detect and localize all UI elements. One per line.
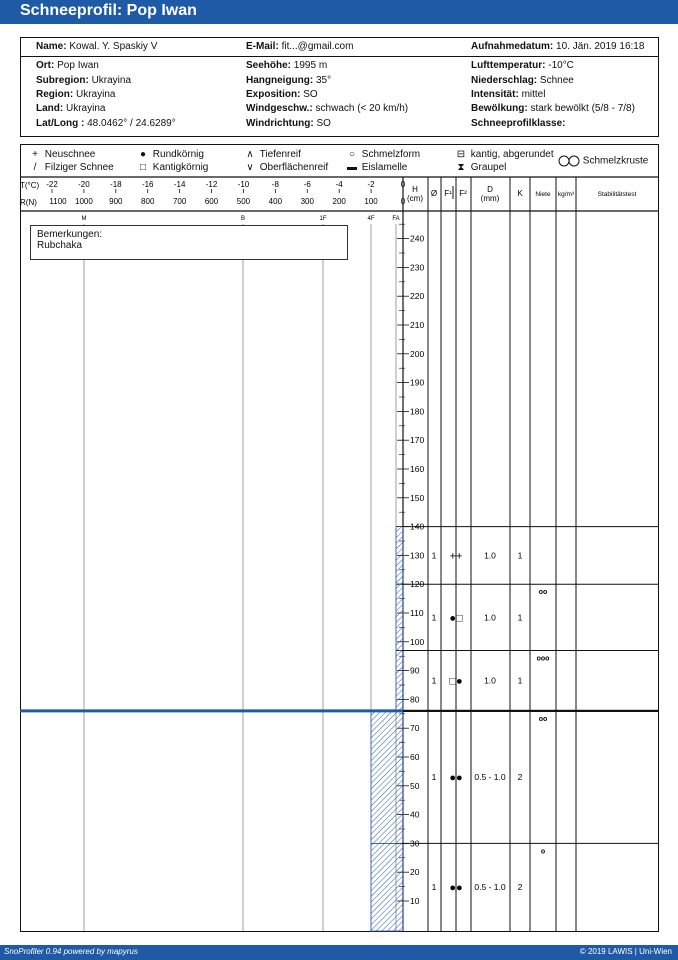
legend-eislamelle-label: Eislamelle [361, 162, 408, 173]
date-label: Aufnahmedatum: [471, 41, 554, 52]
niederschlag-label: Niederschlag: [471, 75, 538, 86]
legend-tiefenreif-label: Tiefenreif [259, 149, 301, 160]
info-box [20, 37, 659, 137]
land-value: Ukrayina [66, 103, 106, 114]
temp-tick-label: 0 [400, 180, 406, 189]
open-circle-icon: ○ [348, 149, 356, 160]
h-tick-label: 90 [410, 665, 420, 676]
legend-filziger [28, 162, 114, 173]
bewoelkung-value: stark bewölkt (5/8 - 7/8) [530, 103, 635, 114]
h-tick-label: 60 [410, 752, 420, 762]
r-tick-label: 400 [268, 197, 283, 206]
legend-rundkoernig [136, 149, 204, 160]
legend-schmelzkruste-label: Schmelzkruste [582, 155, 649, 167]
temp-tick-label: -4 [335, 180, 343, 189]
info-row-6 [21, 118, 658, 132]
temp-tick-label: -8 [271, 180, 279, 189]
stab-label: Stabilitätstest [597, 191, 637, 198]
r-tick-label: 300 [300, 197, 314, 206]
region-value: Ukrayina [76, 89, 116, 100]
bewoelkung-label: Bewölkung: [471, 103, 528, 114]
h-tick-label: 110 [410, 608, 424, 618]
name-value: Kowal. Y. Spaskiy V [69, 41, 158, 52]
layer-niete-value: o [540, 848, 546, 856]
r-tick-label: 100 [364, 197, 378, 206]
r-tick-label: 900 [109, 197, 123, 206]
email-label: E-Mail: [246, 41, 279, 52]
double-circle-icon [558, 155, 580, 167]
temp-tick-label: -10 [237, 180, 250, 189]
d-unit: (mm) [480, 194, 500, 203]
layer-d-value: 0.5 - 1.0 [474, 882, 506, 893]
h-tick-label: 140 [410, 521, 425, 532]
h-tick-label: 130 [410, 550, 425, 561]
h-tick-label: 190 [410, 377, 425, 388]
seehoehe-label: Seehöhe: [246, 60, 292, 71]
legend-rundkoernig-label: Rundkörnig [152, 149, 204, 160]
r-tick-label: 1000 [75, 197, 93, 206]
h-tick-label: 10 [410, 896, 420, 906]
h-tick-label: 240 [410, 233, 425, 244]
layer-o-value: 1 [431, 550, 437, 561]
r-axis-label: R(N) [20, 198, 37, 207]
intensitaet-label: Intensität: [471, 89, 519, 100]
name-label: Name: [36, 41, 67, 52]
r-tick-label: 0 [400, 197, 406, 206]
layer-o-value: 1 [431, 772, 437, 783]
temp-tick-label: -20 [78, 180, 90, 189]
legend-neuschnee-label: Neuschnee [44, 149, 96, 160]
k-label: K [517, 189, 523, 198]
profile-box [20, 144, 659, 932]
layer-o-value: 1 [431, 612, 437, 623]
d-label: D [487, 185, 493, 194]
square-icon: □ [139, 162, 147, 173]
layer-grain-symbols: ++ [449, 550, 463, 563]
windrichtung-value: SO [316, 118, 331, 129]
page-title: Schneeprofil: Pop Iwan [20, 2, 197, 19]
temp-tick-label: -16 [141, 180, 154, 189]
hand-tick-label: B [240, 216, 246, 222]
temp-tick-label: -14 [173, 180, 186, 189]
lufttemp-value: -10°C [548, 60, 574, 71]
h-tick-label: 40 [410, 809, 420, 820]
temp-tick-label: -6 [303, 180, 311, 189]
h-tick-label: 170 [410, 435, 425, 446]
footer-right: © 2019 LAWIS | Uni-Wien [579, 947, 672, 956]
temp-tick-label: -18 [110, 180, 122, 189]
layer-d-value: 1.0 [484, 612, 496, 623]
info-row-5 [21, 103, 658, 117]
temp-tick-label: -12 [205, 180, 218, 189]
h-tick-label: 180 [410, 406, 425, 417]
caret-up-icon: ∧ [246, 149, 254, 160]
t-axis-label: T(°C) [20, 181, 40, 190]
footer-bar [0, 945, 678, 960]
layer-grain-symbols: ●● [449, 882, 463, 895]
info-row-4 [21, 89, 658, 103]
klasse-label: Schneeprofilklasse: [471, 118, 566, 129]
o-label: Ø [430, 189, 438, 198]
hangneigung-value: 35° [316, 75, 332, 86]
h-unit: (cm) [407, 194, 423, 203]
r-tick-label: 600 [204, 197, 219, 206]
legend-kantigkoernig [136, 162, 208, 173]
h-tick-label: 120 [410, 579, 425, 590]
layer-k-value: 2 [517, 772, 523, 783]
subregion-value: Ukrayina [91, 75, 132, 86]
niederschlag-value: Schnee [539, 75, 574, 86]
legend-kantig-abgerundet [454, 149, 554, 160]
f2-label: F² [459, 189, 467, 198]
legend-graupel [454, 162, 506, 173]
layer-grain-symbols: ●● [449, 772, 463, 785]
r-tick-label: 700 [172, 197, 187, 206]
h-tick-label: 230 [410, 262, 425, 273]
email-value: fit...@gmail.com [281, 41, 354, 52]
h-tick-label: 20 [410, 867, 420, 878]
region-label: Region: [36, 89, 74, 100]
layer-niete-value: ooo [536, 655, 550, 663]
exposition-label: Exposition: [246, 89, 301, 100]
legend-eislamelle [345, 162, 407, 173]
layer-k-value: 1 [517, 550, 523, 561]
h-tick-label: 220 [410, 291, 425, 302]
h-tick-label: 80 [410, 694, 420, 705]
h-label: H [412, 185, 418, 194]
f1-label: F¹ [444, 189, 452, 198]
h-tick-label: 150 [410, 492, 425, 503]
legend-schmelzkruste [558, 155, 648, 167]
ort-value: Pop Iwan [57, 60, 99, 71]
layer-o-value: 1 [431, 675, 437, 686]
legend-schmelzform-label: Schmelzform [361, 149, 421, 160]
plus-icon: + [32, 149, 38, 160]
hourglass-icon: ⧗ [457, 162, 465, 173]
footer-left: SnoProfiler 0.94 powered by mapyrus [4, 947, 138, 956]
hand-tick-label: 4F [367, 216, 375, 222]
h-tick-label: 200 [410, 348, 425, 359]
remarks-box [30, 225, 348, 260]
layer-grain-symbols: □● [449, 675, 463, 688]
legend-kantig-abgerundet-label: kantig, abgerundet [470, 149, 554, 160]
windgeschw-value: schwach (< 20 km/h) [315, 103, 409, 114]
info-divider [21, 56, 658, 57]
legend-graupel-label: Graupel [470, 162, 507, 173]
layer-d-value: 1.0 [484, 550, 496, 561]
h-tick-label: 50 [410, 780, 420, 791]
layer-niete-value: oo [538, 715, 548, 723]
intensitaet-value: mittel [521, 89, 546, 100]
legend-tiefenreif [243, 149, 301, 160]
layer-k-value: 1 [517, 675, 523, 686]
windgeschw-label: Windgeschw.: [246, 103, 313, 114]
caret-down-icon: ∨ [246, 162, 254, 173]
legend-neuschnee [28, 149, 95, 160]
temp-tick-label: -2 [367, 180, 375, 189]
legend-schmelzform [345, 149, 420, 160]
title-bar [0, 0, 678, 24]
h-tick-label: 70 [410, 723, 420, 734]
layer-k-value: 1 [517, 612, 523, 623]
layer-d-value: 1.0 [484, 675, 496, 686]
slash-icon: / [33, 162, 37, 173]
legend-filziger-label: Filziger Schnee [44, 162, 114, 173]
bar-icon: ▬ [347, 162, 357, 173]
layer-k-value: 2 [517, 882, 523, 893]
land-label: Land: [36, 103, 64, 114]
hand-tick-label: M [81, 216, 87, 222]
r-tick-label: 800 [141, 197, 155, 206]
exposition-value: SO [303, 89, 318, 100]
info-row-2 [21, 60, 658, 74]
layer-niete-value: oo [538, 589, 548, 597]
latlong-label: Lat/Long : [36, 118, 85, 129]
legend-oberflaechenreif [243, 162, 328, 173]
windrichtung-label: Windrichtung: [246, 118, 314, 129]
layer-d-value: 0.5 - 1.0 [474, 772, 506, 783]
temp-tick-label: -22 [46, 180, 58, 189]
layer-grain-symbols: ●□ [449, 612, 463, 625]
filled-circle-icon: ● [139, 149, 147, 160]
legend-oberflaechenreif-label: Oberflächenreif [259, 162, 329, 173]
r-tick-label: 200 [332, 197, 346, 206]
r-tick-label: 500 [236, 197, 251, 206]
layer-o-value: 1 [431, 882, 437, 893]
niete-label: Niete [535, 191, 551, 198]
ort-label: Ort: [36, 60, 55, 71]
info-row-3 [21, 75, 658, 89]
info-row-1 [21, 41, 658, 55]
h-tick-label: 210 [410, 320, 425, 330]
h-tick-label: 30 [410, 838, 420, 849]
date-value: 10. Jän. 2019 16:18 [556, 41, 645, 52]
rounded-square-icon: ⊟ [456, 149, 466, 160]
remarks-label: Bemerkungen: [37, 229, 103, 240]
latlong-value: 48.0462° / 24.6289° [87, 118, 176, 129]
remarks-text: Rubchaka [37, 240, 83, 251]
h-tick-label: 160 [410, 464, 425, 474]
hangneigung-label: Hangneigung: [246, 75, 314, 86]
hand-tick-label: FA [392, 216, 400, 222]
hand-tick-label: 1F [319, 216, 327, 222]
h-tick-label: 100 [410, 636, 425, 647]
density-label: kg/m³ [557, 191, 575, 198]
r-tick-label: 1100 [49, 197, 67, 206]
subregion-label: Subregion: [36, 75, 89, 86]
seehoehe-value: 1995 m [293, 60, 328, 71]
lufttemp-label: Lufttemperatur: [471, 60, 546, 71]
legend-kantigkoernig-label: Kantigkörnig [152, 162, 209, 173]
